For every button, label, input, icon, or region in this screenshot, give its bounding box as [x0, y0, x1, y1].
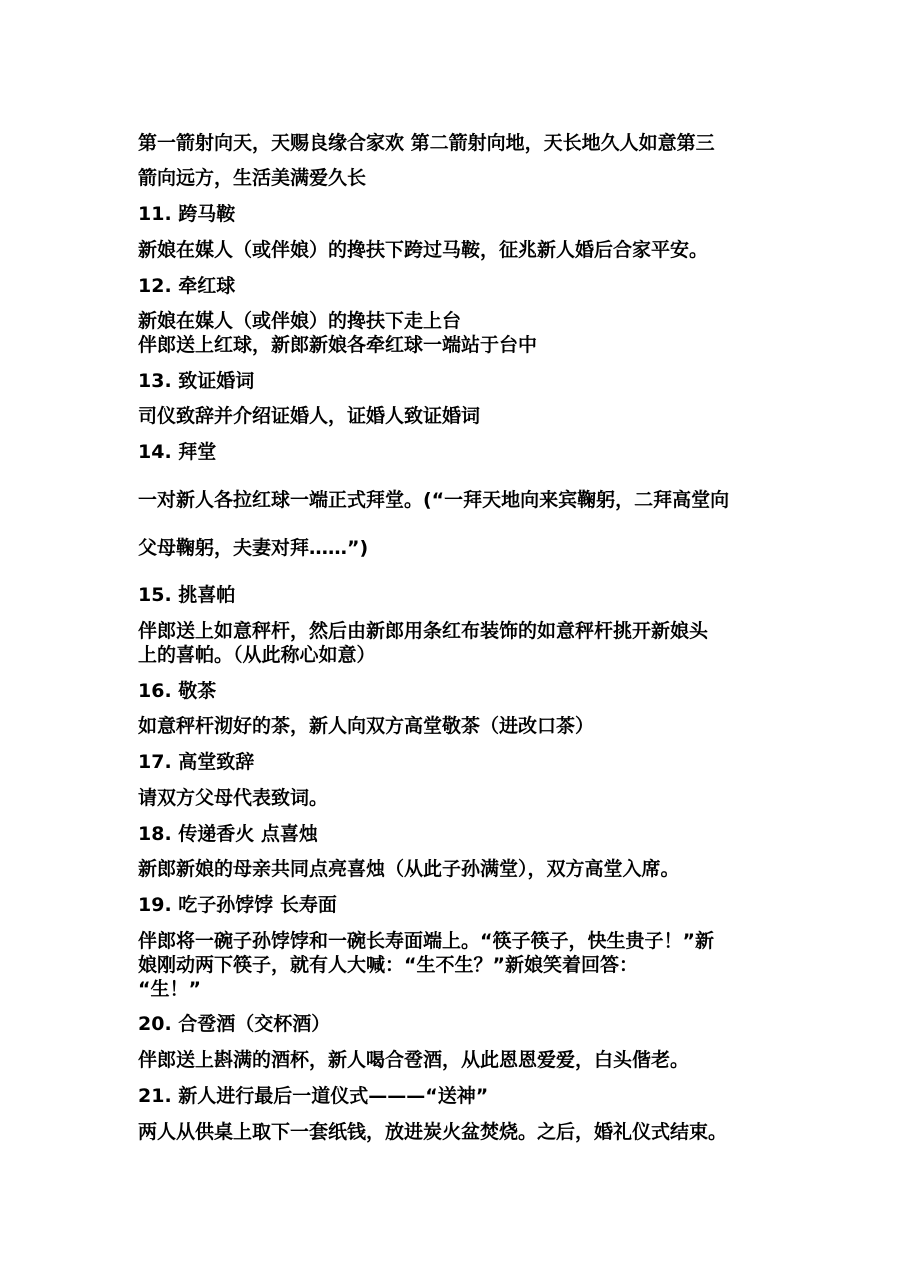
- section-heading-21: 21. 新人进行最后一道仪式———“送神”: [138, 1085, 489, 1107]
- section-heading-11: 11. 跨马鞍: [138, 203, 236, 225]
- section-13-line-1: 司仪致辞并介绍证婚人，证婚人致证婚词: [138, 405, 481, 427]
- section-heading-15: 15. 挑喜帕: [138, 584, 236, 606]
- section-12-line-2: 伴郎送上红球，新郎新娘各牵红球一端站于台中: [138, 334, 538, 356]
- section-heading-17: 17. 高堂致辞: [138, 751, 255, 773]
- section-14-line-2: 父母鞠躬，夫妻对拜……”): [138, 537, 369, 559]
- section-19-line-1: 伴郎将一碗子孙饽饽和一碗长寿面端上。“筷子筷子，快生贵子！”新: [138, 930, 714, 952]
- section-14-line-1: 一对新人各拉红球一端正式拜堂。(“一拜天地向来宾鞠躬，二拜高堂向: [138, 489, 730, 511]
- intro-line-2: 箭向远方，生活美满爱久长: [138, 167, 367, 189]
- section-15-line-2: 上的喜帕。（从此称心如意）: [138, 644, 376, 666]
- section-heading-16: 16. 敬茶: [138, 680, 217, 702]
- section-15-line-1: 伴郎送上如意秤杆，然后由新郎用条红布装饰的如意秤杆挑开新娘头: [138, 620, 709, 642]
- section-heading-19: 19. 吃子孙饽饽 长寿面: [138, 894, 337, 916]
- section-heading-14: 14. 拜堂: [138, 441, 217, 463]
- section-18-line-1: 新郎新娘的母亲共同点亮喜烛（从此子孙满堂），双方高堂入席。: [138, 858, 680, 880]
- section-heading-12: 12. 牵红球: [138, 275, 236, 297]
- section-16-line-1: 如意秤杆沏好的茶，新人向双方高堂敬茶（进改口茶）: [138, 715, 595, 737]
- section-heading-13: 13. 致证婚词: [138, 370, 255, 392]
- section-19-line-2: 娘刚动两下筷子，就有人大喊：“生不生？”新娘笑着回答：: [138, 954, 638, 976]
- section-12-line-1: 新娘在媒人（或伴娘）的搀扶下走上台: [138, 310, 462, 332]
- section-20-line-1: 伴郎送上斟满的酒杯，新人喝合卺酒，从此恩恩爱爱，白头偕老。: [138, 1049, 690, 1071]
- section-heading-20: 20. 合卺酒（交杯酒）: [138, 1013, 331, 1035]
- section-heading-18: 18. 传递香火 点喜烛: [138, 823, 318, 845]
- section-11-line-1: 新娘在媒人（或伴娘）的搀扶下跨过马鞍，征兆新人婚后合家平安。: [138, 239, 709, 261]
- intro-line-1: 第一箭射向天，天赐良缘合家欢 第二箭射向地，天长地久人如意第三: [138, 132, 715, 154]
- section-21-line-1: 两人从供桌上取下一套纸钱，放进炭火盆焚烧。之后，婚礼仪式结束。: [138, 1121, 728, 1143]
- section-17-line-1: 请双方父母代表致词。: [138, 787, 329, 809]
- section-19-line-3: “生！”: [138, 978, 201, 1000]
